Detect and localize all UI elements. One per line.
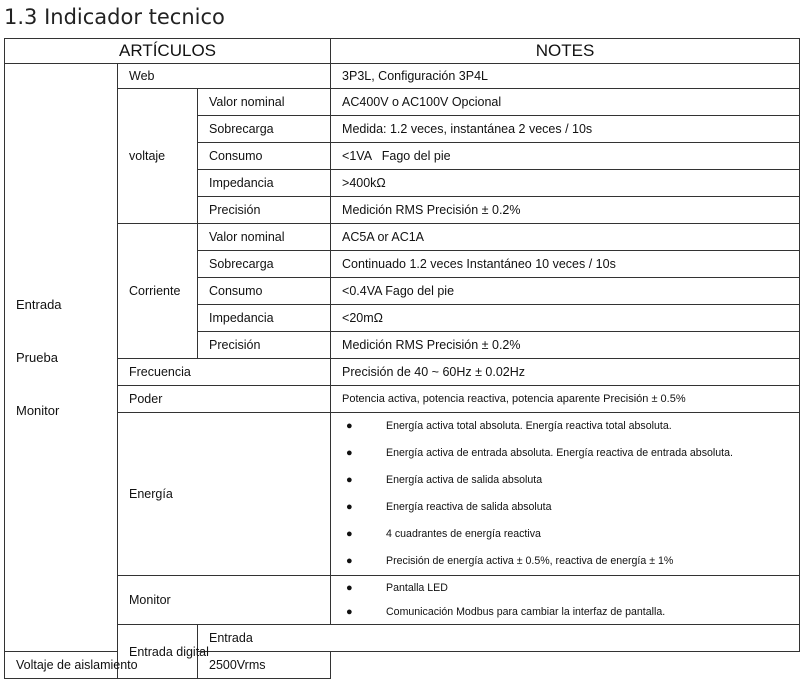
row-value: 2500Vrms: [198, 652, 331, 679]
row-value: AC5A or AC1A: [331, 224, 800, 251]
header-articles: ARTÍCULOS: [5, 39, 331, 64]
list-item: ● Energía activa total absoluta. Energía reactiva total absoluta.: [342, 413, 799, 440]
row-label: Voltaje de aislamiento: [5, 652, 198, 679]
subgroup-corriente: Corriente: [118, 224, 198, 359]
table-row: [5, 652, 800, 679]
list-item: ● 4 cuadrantes de energía reactiva: [342, 521, 799, 548]
monitor-list-cell: [331, 576, 800, 625]
table-row: [5, 64, 800, 89]
row-label: Impedancia: [198, 170, 331, 197]
row-label: Impedancia: [198, 305, 331, 332]
row-value: >400kΩ: [331, 170, 800, 197]
list-item: ● Energía activa de salida absoluta: [342, 467, 799, 494]
monitor-list: [342, 576, 799, 624]
row-label: Energía: [118, 413, 331, 576]
row-label: Sobrecarga: [198, 116, 331, 143]
table-row: [5, 89, 800, 116]
row-label: Precisión: [198, 197, 331, 224]
header-notes: NOTES: [331, 39, 800, 64]
row-label: Consumo: [198, 143, 331, 170]
group-label: Monitor: [16, 403, 60, 418]
spec-table: [4, 38, 800, 679]
row-value: AC400V o AC100V Opcional: [331, 89, 800, 116]
group-entrada-prueba-monitor: [5, 64, 118, 652]
list-item: ● Pantalla LED: [342, 576, 799, 600]
row-value: <1VA Fago del pie: [331, 143, 800, 170]
list-item: ● Energía reactiva de salida absoluta: [342, 494, 799, 521]
row-value: Continuado 1.2 veces Instantáneo 10 veces / 10s: [331, 251, 800, 278]
row-label: Valor nominal: [198, 224, 331, 251]
row-value: Medición RMS Precisión ± 0.2%: [331, 332, 800, 359]
row-label: Valor nominal: [198, 89, 331, 116]
table-row: [5, 413, 800, 576]
row-label: Consumo: [198, 278, 331, 305]
energy-list-cell: [331, 413, 800, 576]
row-label: Monitor: [118, 576, 331, 625]
table-row: [5, 224, 800, 251]
row-value: Medición RMS Precisión ± 0.2%: [331, 197, 800, 224]
group-entrada-digital: Entrada digital: [118, 625, 198, 679]
table-row: [5, 625, 800, 652]
row-label: Poder: [118, 386, 331, 413]
group-label: Prueba: [16, 350, 58, 365]
row-label: Entrada: [198, 625, 800, 652]
row-label: Precisión: [198, 332, 331, 359]
row-label: Sobrecarga: [198, 251, 331, 278]
subgroup-voltaje: voltaje: [118, 89, 198, 224]
list-item: ● Energía activa de entrada absoluta. Energía reactiva de entrada absoluta.: [342, 440, 799, 467]
row-value: <0.4VA Fago del pie: [331, 278, 800, 305]
energy-list: [342, 413, 799, 575]
table-row: [5, 576, 800, 625]
group-label: Entrada: [16, 297, 62, 312]
table-header-row: [5, 39, 800, 64]
row-label: Frecuencia: [118, 359, 331, 386]
table-row: [5, 386, 800, 413]
list-item: ● Precisión de energía activa ± 0.5%, reactiva de energía ± 1%: [342, 548, 799, 575]
row-value: Precisión de 40 ~ 60Hz ± 0.02Hz: [331, 359, 800, 386]
row-label: Web: [118, 64, 331, 89]
row-value: 3P3L, Configuración 3P4L: [331, 64, 800, 89]
row-value: Potencia activa, potencia reactiva, potencia aparente Precisión ± 0.5%: [331, 386, 800, 413]
row-value: Medida: 1.2 veces, instantánea 2 veces / 10s: [331, 116, 800, 143]
section-title: 1.3 Indicador tecnico: [4, 5, 225, 29]
table-row: [5, 359, 800, 386]
list-item: ● Comunicación Modbus para cambiar la interfaz de pantalla.: [342, 600, 799, 624]
row-value: <20mΩ: [331, 305, 800, 332]
